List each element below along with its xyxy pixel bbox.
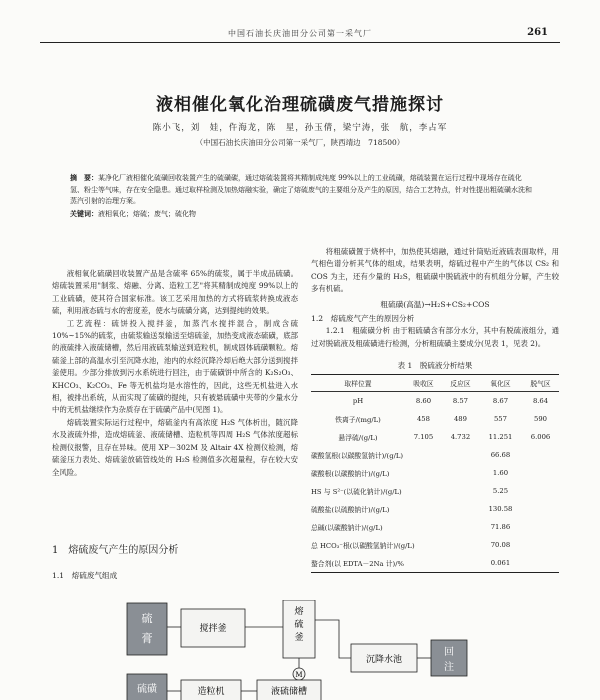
stirrer-label: 搅拌釜 <box>199 624 227 634</box>
settling-pool-label: 沉降水池 <box>365 655 403 665</box>
granulator-label: 造粒机 <box>197 687 225 697</box>
table-cell: 悬浮硫/(g/L) <box>338 434 378 442</box>
pump-label: M <box>295 671 303 679</box>
right-column <box>311 246 559 350</box>
table-cell: 1.60 <box>492 469 509 477</box>
table-row <box>311 446 559 464</box>
left-paragraph-3: 熔硫装置实际运行过程中，熔硫釜内有高浓度 H₂S 气体析出，随沉降水及液硫外排，造成熔硫釜、液硫储槽、造粒机等四周 H₂S 气体浓度超标检测仪报警，且存在异味。使用 XP－302M 及 Altair 4X 检测仪检测，熔硫釜压力表处、熔硫釜放硫管线处的 H₂S 检测值多次超量程，存在较大安全风险。 <box>52 417 298 477</box>
liquid-sulfur-tank-label: 液硫储槽 <box>270 687 308 697</box>
table-cell: 11.251 <box>488 433 513 441</box>
paper-affiliation: （中国石油长庆油田分公司第一采气厂，陕西靖边 718500） <box>195 138 405 147</box>
table-row <box>311 482 559 500</box>
sulfur-cake-label-1: 硫 <box>141 612 153 625</box>
left-column <box>52 268 298 479</box>
reinjection-label-1: 回 <box>444 647 454 658</box>
table-header-cell: 氧化区 <box>479 375 522 392</box>
table-cell: 590 <box>534 415 547 423</box>
table-cell: 8.60 <box>415 397 432 405</box>
right-paragraph-2 <box>311 325 559 350</box>
table-cell: 458 <box>416 415 430 423</box>
right-paragraph-2-text: 由于粗硫磺含有部分水分，其中有脱硫液组分，通过对脱硫液及粗硫磺进行检测，分析粗硫磺主要成分(见表 1，见表 2)。 <box>311 326 559 348</box>
table-cell: 6.006 <box>530 433 551 441</box>
right-paragraph-1: 将粗硫磺置于烧杯中，加热使其熔融，通过针筒贴近液硫表面取样，用气相色谱分析其气体的组成，结果表明，熔硫过程中产生的气体以 CS₂ 和 COS 为主，还有少量的 H₂S，粗硫磺中脱硫液中的有机组分分解，产生较多有机硫。 <box>311 247 559 294</box>
melter-label-1: 熔 <box>294 607 304 617</box>
melter-label-2: 硫 <box>294 620 304 630</box>
table-cell: 70.08 <box>490 541 511 549</box>
table-header-cell: 吸收区 <box>405 375 442 392</box>
table-cell: 66.68 <box>490 451 511 459</box>
table-row <box>311 536 559 554</box>
table-header-cell: 取样位置 <box>311 375 405 392</box>
table-cell: 螯合剂(以 EDTA－2Na 计)/% <box>311 554 442 573</box>
paper-title: 液相催化氧化治理硫磺废气措施探讨 <box>156 95 444 115</box>
table-cell: HS 与 S²⁻(以硫化钠计)/(g/L) <box>311 488 402 496</box>
subsection-1-2-1-label: 1.2.1 粗硫磺分析 <box>325 326 391 336</box>
abstract-label: 摘 要： <box>70 173 98 182</box>
table-row <box>311 518 559 536</box>
desulfurization-table <box>311 374 559 573</box>
table-cell: 8.64 <box>532 397 549 405</box>
table-cell: 碳酸根(以碳酸钠计)/(g/L) <box>311 470 390 478</box>
table-header-row <box>311 375 559 392</box>
sulfur-product-label: 硫磺 <box>137 684 157 695</box>
header-organization: 中国石油长庆油田分公司第一采气厂 <box>228 29 372 38</box>
process-flow-diagram <box>125 600 505 700</box>
sulfur-cake-box <box>127 603 167 655</box>
table-row <box>311 392 559 411</box>
table-row <box>311 464 559 482</box>
section-1-heading: 1 熔硫废气产生的原因分析 <box>52 545 179 556</box>
table-cell: 489 <box>453 415 467 423</box>
melter-label-3: 釜 <box>294 633 304 643</box>
table-cell: 71.86 <box>490 523 511 531</box>
table-cell: 7.105 <box>413 433 434 441</box>
flow-arrow <box>315 620 351 658</box>
left-paragraph-2: 工艺流程：硫饼投入搅拌釜，加蒸汽水搅拌混合，制成含硫 10%~15%的硫浆，由硫浆输送泵输送至熔硫釜，加热变成液态硫磺，底部的液硫排入液硫储槽，然后用液硫泵输送到造粒机，制成固体硫磺颗粒。熔硫釜上部的高温水引至沉降水池，池内的水经沉降冷却后绝大部分送到搅拌釜使用。少部分排放到污水系统进行回注，由于硫磺饼中所含的 K₂S₂O₃、KHCO₃、K₂CO₃、Fe 等无机盐均是水溶性的，因此，这些无机盐进入水相，被排出系统，从而实现了硫磺的提纯，只有被悬硫磺中夹带的少量水分中的无机盐继续作为杂质存在于硫磺产品中(见图 1)。 <box>52 318 298 415</box>
table-row <box>311 554 559 573</box>
table-cell: pH <box>352 397 364 405</box>
table-cell: 0.061 <box>442 554 559 573</box>
table-cell: 5.25 <box>492 487 509 495</box>
table-caption: 表 1 脱硫液分析结果 <box>397 361 473 370</box>
table-row <box>311 410 559 428</box>
left-paragraph-1: 液相氧化硫磺回收装置产品是含硫率 65%的硫浆，属于半成品硫磺。熔硫装置采用"制浆、熔融、分离、造粒工艺"将其精制成纯度 99%以上的工业硫磺，使其符合国家标准。该工艺采用加热的方式将硫浆转换成液态硫，利用液态硫与水的密度差，使水与硫磺分离，达到提纯的效果。 <box>52 269 298 316</box>
section-1-1-heading: 1.1 熔硫废气组成 <box>52 571 118 580</box>
paper-authors: 陈小飞，刘 娃，仵海龙，陈 星，孙玉倩，梁宁涛，张 航，李占军 <box>152 123 448 133</box>
table-cell: 铁离子/(mg/L) <box>335 416 381 424</box>
abstract-text: 某净化厂液相催化硫磺回收装置产生的硫磺碳，通过熔硫装置将其精制成纯度 99%以上的工业硫磺，熔硫装置在运行过程中现场存在硫化氢、粉尘等气味，存在安全隐患。通过取样检测及加热熔融实验，确定了熔硫废气的主要组分及产生的原因，结合工艺特点，针对性提出粗硫磺水洗和蒸汽引射的治理方案。 <box>70 174 532 205</box>
table-row <box>311 428 559 446</box>
reaction-equation: 粗硫磺(高温)→H₂S+CS₂+COS <box>380 299 490 309</box>
header-rule <box>40 42 560 43</box>
table-cell: 碳酸氢根(以碳酸氢钠计)/(g/L) <box>311 452 404 460</box>
table-cell: 总 HCO₃⁻根(以碳酸氢钠计)/(g/L) <box>311 542 415 550</box>
table-cell: 4.732 <box>450 433 471 441</box>
table-header-cell: 脱气区 <box>522 375 559 392</box>
sulfur-cake-label-2: 膏 <box>141 632 153 645</box>
section-1-2-heading: 1.2 熔硫废气产生的原因分析 <box>311 314 415 324</box>
table-cell: 130.58 <box>488 505 513 513</box>
table-cell: 硫酸盐(以硫酸钠计)/(g/L) <box>311 506 390 514</box>
table-cell: 8.67 <box>492 397 509 405</box>
table-cell: 557 <box>493 415 507 423</box>
keywords-label: 关键词： <box>70 208 98 218</box>
keywords-text: 液相氧化；熔硫；废气；硫化物 <box>98 209 196 218</box>
running-header <box>0 0 600 46</box>
page-number: 261 <box>527 27 548 38</box>
table-cell: 总碱(以碳酸钠计)/(g/L) <box>311 524 383 532</box>
abstract-block <box>70 172 532 220</box>
table-header-cell: 反应区 <box>442 375 479 392</box>
reinjection-label-2: 注 <box>444 662 454 673</box>
table-row <box>311 500 559 518</box>
table-cell: 8.57 <box>452 397 468 405</box>
